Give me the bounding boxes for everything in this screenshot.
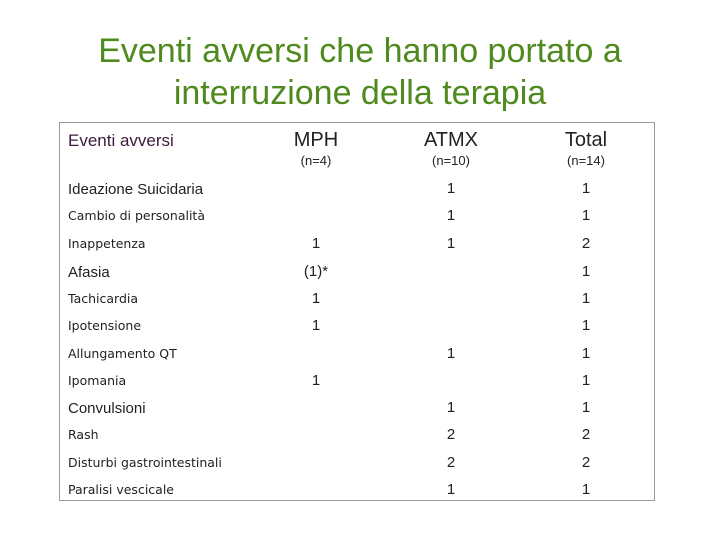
value-atmx: 2 xyxy=(446,454,456,471)
column-header-atmx: ATMX xyxy=(423,129,479,151)
column-subheader-total: (n=14) xyxy=(567,153,605,168)
value-atmx: 2 xyxy=(446,426,456,443)
value-total: 1 xyxy=(581,317,591,334)
page-title xyxy=(0,30,720,114)
value-total: 1 xyxy=(581,399,591,416)
value-total: 1 xyxy=(581,263,591,280)
value-mph: 1 xyxy=(311,235,321,252)
title-line-2: interruzione della terapia xyxy=(173,74,547,112)
value-mph: 1 xyxy=(311,317,321,334)
value-atmx: 1 xyxy=(446,399,456,416)
value-total: 1 xyxy=(581,372,591,389)
value-total: 1 xyxy=(581,180,591,197)
column-subheader-mph: (n=4) xyxy=(300,153,332,168)
value-total: 1 xyxy=(581,481,591,498)
row-label: Ipomania xyxy=(68,373,127,388)
column-header-total: Total xyxy=(564,129,608,151)
value-total: 1 xyxy=(581,345,591,362)
row-label: Tachicardia xyxy=(68,291,139,306)
value-total: 2 xyxy=(581,235,591,252)
row-label: Cambio di personalità xyxy=(68,208,205,223)
value-atmx: 1 xyxy=(446,180,456,197)
adverse-events-table xyxy=(59,122,655,501)
value-atmx: 1 xyxy=(446,207,456,224)
value-atmx: 1 xyxy=(446,235,456,252)
header-label: Eventi avversi xyxy=(68,131,174,150)
value-total: 1 xyxy=(581,290,591,307)
row-label: Afasia xyxy=(68,264,110,281)
row-label: Ipotensione xyxy=(68,318,142,333)
row-label: Inappetenza xyxy=(68,236,146,251)
column-subheader-atmx: (n=10) xyxy=(432,153,470,168)
value-mph: 1 xyxy=(311,372,321,389)
value-total: 2 xyxy=(581,426,591,443)
row-label: Paralisi vescicale xyxy=(68,482,174,497)
value-mph: (1)* xyxy=(303,263,329,280)
row-label: Rash xyxy=(68,427,99,442)
value-total: 1 xyxy=(581,207,591,224)
row-label: Allungamento QT xyxy=(68,346,177,361)
row-label: Convulsioni xyxy=(68,400,146,417)
title-line-1: Eventi avversi che hanno portato a xyxy=(98,32,622,70)
row-label: Disturbi gastrointestinali xyxy=(68,455,222,470)
column-header-mph: MPH xyxy=(293,129,339,151)
value-atmx: 1 xyxy=(446,481,456,498)
value-mph: 1 xyxy=(311,290,321,307)
value-total: 2 xyxy=(581,454,591,471)
value-atmx: 1 xyxy=(446,345,456,362)
row-label: Ideazione Suicidaria xyxy=(68,181,204,198)
